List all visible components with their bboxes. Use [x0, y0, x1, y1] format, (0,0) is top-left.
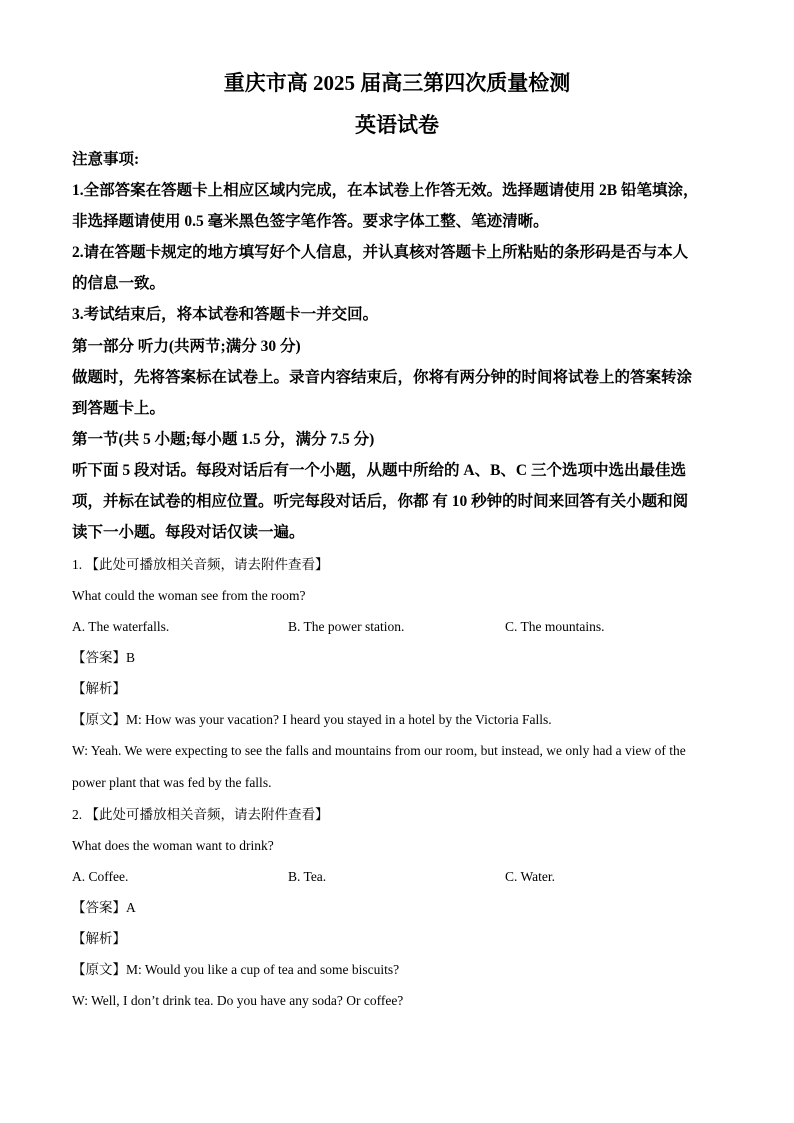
question-2-audio-link[interactable]: 2. 【此处可播放相关音频，请去附件查看】 — [72, 807, 329, 822]
part1-heading: 第一部分 听力(共两节;满分 30 分) — [72, 338, 301, 355]
question-1-analysis: 【解析】 — [72, 681, 126, 696]
section1-instruction-line-2: 项，并标在试卷的相应位置。听完每段对话后，你都 有 10 秒钟的时间来回答有关小题和阅 — [72, 493, 689, 510]
question-2-option-c: C. Water. — [505, 869, 556, 884]
exam-title: 重庆市高 2025 届高三第四次质量检测 — [223, 71, 571, 95]
question-2-stem: What does the woman want to drink? — [72, 838, 274, 853]
question-1-option-c: C. The mountains. — [505, 619, 605, 634]
question-2-analysis: 【解析】 — [72, 931, 126, 946]
question-1-stem: What could the woman see from the room? — [72, 588, 306, 603]
question-2-script-line-1: 【原文】M: Would you like a cup of tea and some biscuits? — [72, 962, 400, 977]
note-item-2-line-1: 2.请在答题卡规定的地方填写好个人信息，并认真核对答题卡上所粘贴的条形码是否与本人 — [72, 244, 689, 261]
part1-instruction-line-1: 做题时，先将答案标在试卷上。录音内容结束后，你将有两分钟的时间将试卷上的答案转涂 — [72, 369, 693, 386]
notes-heading: 注意事项: — [72, 151, 140, 168]
question-2-script-line-2: W: Well, I don’t drink tea. Do you have any soda? Or coffee? — [72, 993, 404, 1008]
question-1-script-line-3: power plant that was fed by the falls. — [72, 775, 272, 790]
section1-instruction-line-3: 读下一小题。每段对话仅读一遍。 — [72, 524, 305, 541]
question-1-option-b: B. The power station. — [288, 619, 405, 634]
part1-instruction-line-2: 到答题卡上。 — [72, 400, 166, 417]
question-1-option-a: A. The waterfalls. — [72, 619, 170, 634]
question-1-answer: 【答案】B — [72, 650, 136, 665]
note-item-2-line-2: 的信息一致。 — [72, 275, 166, 292]
question-1-script-line-2: W: Yeah. We were expecting to see the falls and mountains from our room, but instead, we only had a view of the — [72, 743, 686, 758]
question-1-audio-link[interactable]: 1. 【此处可播放相关音频，请去附件查看】 — [72, 557, 329, 572]
note-item-3: 3.考试结束后，将本试卷和答题卡一并交回。 — [72, 306, 379, 323]
section1-heading: 第一节(共 5 小题;每小题 1.5 分，满分 7.5 分) — [72, 431, 375, 448]
question-2-option-b: B. Tea. — [288, 869, 327, 884]
question-2-answer: 【答案】A — [72, 900, 136, 915]
question-1-script-line-1: 【原文】M: How was your vacation? I heard you stayed in a hotel by the Victoria Falls. — [72, 712, 552, 727]
note-item-1-line-2: 非选择题请使用 0.5 毫米黑色签字笔作答。要求字体工整、笔迹清晰。 — [72, 213, 549, 230]
exam-subtitle: 英语试卷 — [355, 113, 439, 137]
note-item-1-line-1: 1.全部答案在答题卡上相应区域内完成，在本试卷上作答无效。选择题请使用 2B 铅笔填涂， — [72, 182, 699, 199]
section1-instruction-line-1: 听下面 5 段对话。每段对话后有一个小题，从题中所给的 A、B、C 三个选项中选出最佳选 — [72, 462, 686, 479]
question-2-option-a: A. Coffee. — [72, 869, 129, 884]
